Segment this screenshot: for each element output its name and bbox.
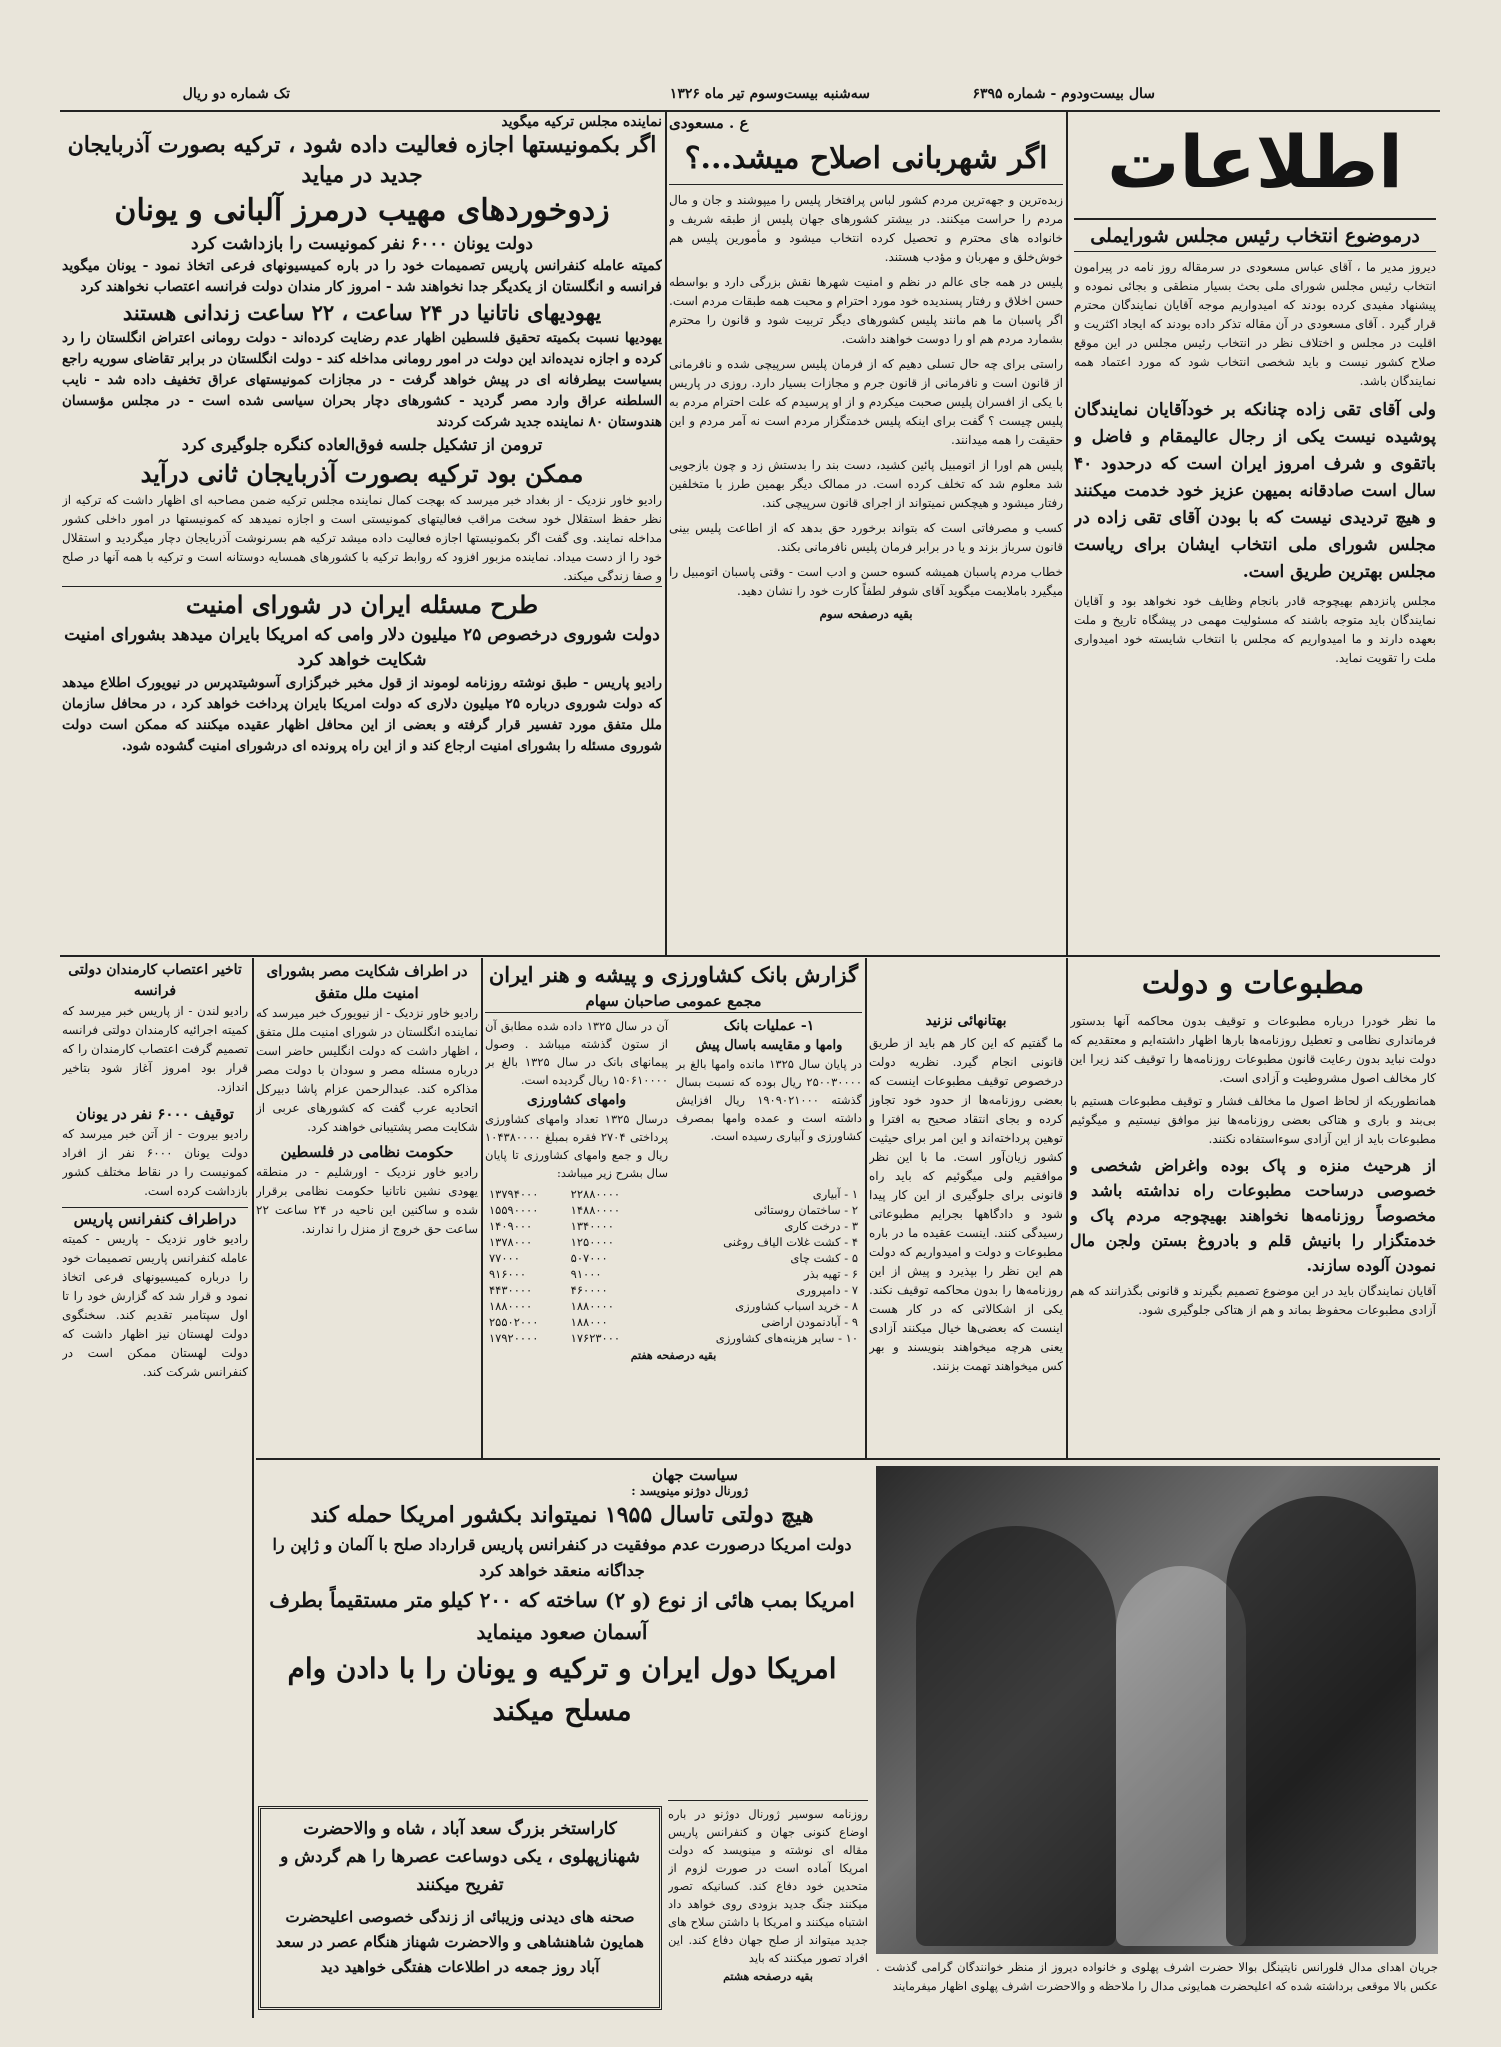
bank-section-1-subtitle: وامها و مقایسه باسال پیش: [695, 1038, 843, 1053]
world-subhead-2: امریکا بمب هائی از نوع (و ۲) ساخته که ۲۰۰ کیلو متر مستقیماً بطرف آسمان صعود مینماید: [269, 1588, 855, 1644]
column-rule: [1066, 958, 1068, 1458]
column-rule: [1066, 112, 1068, 955]
police-article: [669, 114, 1063, 950]
bank-loan-value-a: ۴۶۰۰۰۰: [570, 1283, 608, 1297]
world-headline-2: امریکا دول ایران و ترکیه و یونان را با دادن وام مسلح میکند: [287, 1652, 837, 1727]
bank-loan-value-a: ۱۷۶۲۳۰۰۰: [570, 1331, 621, 1345]
france-strike-body: رادیو لندن - از پاریس خبر میرسد که کمیته اجرائیه کارمندان دولتی فرانسه تصمیم گرفت اعتصاب کارمندان را که قرار بود امروز آغاز شود بتاخیر اندازد.: [62, 1004, 248, 1094]
paris-conference-headline: دراطراف کنفرانس پاریس: [62, 1207, 248, 1230]
weekly-ad-headline: کاراستخر بزرگ سعد آباد ، شاه و والاحضرت شهنازپهلوی ، یکی دوساعت عصرها را هم گردش و تفریح میکنند: [280, 1819, 640, 1895]
police-body-1: زبده‌ترین و جهه‌ترین مردم کشور لباس پرافتخار پلیس را میپوشند و جان و مال مردم را حراست میکنند. در بیشتر کشورهای جهان پلیس از طبقه شریف و خانواده های محترم و تحصیل کرده انتخاب میشود و مأمورین پلیس هم خوش‌خلق و مهربان و مؤدب هستند.: [669, 193, 1063, 264]
bank-loan-label: ۶ - تهیه بذر: [804, 1267, 858, 1281]
press-continued-body: ما گفتیم که این کار هم باید از طریق قانونی انجام گیرد. نظریه دولت درخصوص توقیف مطبوعات اینست که بعضی روزنامه‌ها از حدود خود تجاوز کرده و بجای انتقاد صحیح به افترا و توهین پرداخته‌اند و این امر برای حیثیت کشور زیان‌آور است. ما با این نظر موافقیم ولی میگوئیم که باید راه قانونی برای جلوگیری از این کار پیدا شود و دادگاهها بجرایم مطبوعاتی رسیدگی کنند. اینست عقیده ما در باره مطبوعات و دولت و امیدواریم که دولت هم این نظر را بپذیرد و پیش از این روزنامه‌ها را بدون محاکمه توقیف نکند. یکی از اشکالاتی که در کار هست اینست که بعضی‌ها خیال میکنند آزادی یعنی هرچه میخواهند بنویسند و بهر کس میخواهند تهمت بزنند.: [869, 1036, 1063, 1373]
press-body-1: ما نظر خودرا درباره مطبوعات و توقیف بدون محاکمه آنها بدستور فرمانداری نظامی و تعطیل روزنامه‌ها بارها اظهار داشته‌ایم و معتقدیم که دولت نباید بدون رعایت قانون مطبوعات روزنامه‌ها را توقیف کند زیرا این کار مخالف اصول مشروطیت و آزادی است.: [1070, 1014, 1436, 1085]
column-rule: [481, 958, 483, 1458]
bank-loan-row: [485, 1202, 862, 1218]
editorial-body: دیروز مدیر ما ، آقای عباس مسعودی در سرمقاله روز نامه در پیرامون انتخاب رئیس مجلس شورای ملی بحث بسیار منطقی و بجائی نموده و پیشنهاد مفیدی کرده بودند که امیدواریم موجه آقایان نمایندگان محترم قرار گیرد . آقای مسعودی در آن مقاله تذکر داده بودند که ایجاد اکثریت و اقلیت در مجلس و اختلاف نظر در انتخاب رئیس مجلس در این موقع صلاح کشور نیست و باید شخصی انتخاب شود که مورد اعتماد همه نمایندگان باشد.: [1074, 260, 1436, 388]
ceremony-photo: [876, 1466, 1438, 1954]
bank-section-2-title: وامهای کشاورزی: [526, 1092, 627, 1108]
truman-subhead: ترومن از تشکیل جلسه فوق‌العاده کنگره جلوگیری کرد: [181, 435, 543, 454]
world-politics-label: سیاست جهان: [652, 1466, 738, 1484]
natanya-headline: یهودیهای ناتانیا در ۲۴ ساعت ، ۲۲ ساعت زندانی هستند: [122, 300, 602, 325]
police-body-3: راستی برای چه حال تسلی دهیم که از فرمان پلیس سرپیچی شده و نافرمانی از قانون است و نافرمانی از قانون جرم و مجازات بسیار دارد. روزی در پاریس با یکی از افسران پلیس صحبت میکردم و از او پرسیدم که علت احترام مردم به پلیس چیست ؟ گفت برای اینکه پلیس خدمتگزار مردم است نه آمر مردم و این حقیقت را همه میدانند.: [669, 357, 1063, 447]
paris-conference-brief: کمیته عامله کنفرانس پاریس تصمیمات خود را در باره کمیسیونهای فرعی اتخاذ نمود - یونان میگوید فرانسه و انگلستان از یکدیگر جدا نخواهند شد - امروز کار مندان دولت فرانسه اعتصاب نخواهند کرد: [62, 258, 662, 295]
bank-loan-label: ۱۰ - سایر هزینه‌های کشاورزی: [715, 1331, 858, 1345]
bank-loan-label: ۹ - آبادنمودن اراضی: [761, 1315, 858, 1329]
greece-arrests-body: رادیو بیروت - از آتن خبر میرسد که دولت یونان ۶۰۰۰ نفر از افراد کمونیست را در نقاط مختلف کشور بازداشت کرده است.: [62, 1127, 248, 1198]
photo-figure-right: [1226, 1496, 1416, 1946]
bank-loan-value-b: ۱۷۹۲۰۰۰۰: [489, 1331, 539, 1345]
press-bold: از هرحیث منزه و پاک بوده واغراض شخصی و خصوصی درساحت مطبوعات راه نداشته باشد و مخصوصاً روزنامه‌ها نخواهند بهیچوجه مردم پاک و خدمتگزار را بانیش قلم و بادروغ بستن ولجن مال نمودن آلوده سازند.: [1070, 1156, 1436, 1275]
section-rule: [60, 955, 1440, 957]
bank-loan-value-a: ۵۰۷۰۰۰: [570, 1251, 608, 1265]
bank-loan-value-b: ۷۷۰۰۰: [489, 1251, 520, 1265]
bank-loan-value-a: ۹۱۰۰۰: [570, 1267, 602, 1281]
bank-report: [485, 960, 862, 1454]
press-body-2: همانطوریکه از لحاظ اصول ما مخالف فشار و توقیف مطبوعات هستیم با بی‌بند و باری و هتاکی بعضی روزنامه‌ها نیز موافق نیستیم و میگوئیم مطبوعات باید از این آزادی سوءاستفاده نکنند.: [1070, 1094, 1436, 1146]
bank-section-1-title: ۱- عملیات بانک: [723, 1018, 815, 1034]
bank-loan-value-b: ۱۵۵۹۰۰۰۰: [489, 1203, 539, 1217]
bank-loan-value-a: ۱۳۴۰۰۰۰: [570, 1219, 614, 1233]
world-politics: [256, 1466, 868, 1796]
news-column: [62, 114, 662, 950]
bank-loan-row: [485, 1218, 862, 1234]
issue-date: سه‌شنبه بیست‌وسوم تیر ماه ۱۳۲۶: [669, 86, 870, 102]
police-byline: ع . مسعودی: [669, 114, 749, 132]
world-subhead-1: دولت امریکا درصورت عدم موفقیت در کنفرانس پاریس قرارداد صلح با آلمان و ژاپن را جداگانه منعقد خواهد کرد: [272, 1535, 852, 1580]
bank-loan-value-b: ۲۵۵۰۲۰۰۰: [489, 1315, 539, 1329]
egypt-body: رادیو خاور نزدیک - از نیویورک خبر میرسد که نماینده انگلستان در شورای امنیت ملل متفق ، اظهار داشت که دولت انگلیس حاضر است درباره مسئله مصر و سودان با دولت مصر مذاکره کند. عبدالرحمن عزام پاشا دبیرکل اتحادیه عرب گفت که کشورهای عربی از شکایت مصر پشتیبانی خواهند کرد.: [256, 1006, 478, 1134]
bank-loan-value-a: ۱۴۸۸۰۰۰۰: [570, 1203, 621, 1217]
bank-section-1-body: در پایان سال ۱۳۲۵ مانده وامها بالغ بر ۲۵۰۰۳۰۰۰۰ ریال بوده که نسبت بسال گذشته ۱۹۰۹۰۲۱۰۰۰ ریال افزایش داشته است و عمده وامها بمصرف کشاورزی و آبیاری رسیده است.: [676, 1057, 862, 1143]
editorial-article: [1074, 258, 1436, 948]
bank-loan-label: ۱ - آبیاری: [812, 1187, 858, 1201]
editorial-kicker: [1074, 218, 1436, 252]
column-rule: [865, 958, 867, 1458]
bank-loan-row: [485, 1282, 862, 1298]
bank-loan-value-a: ۲۲۸۸۰۰۰۰: [570, 1187, 621, 1201]
bank-loan-row: [485, 1330, 862, 1346]
press-headline: مطبوعات و دولت: [1141, 966, 1365, 1001]
weekly-ad-box: [258, 1806, 662, 2010]
turkey-headline: اگر بکمونیستها اجازه فعالیت داده شود ، ترکیه بصورت آذربایجان جدید در میاید: [67, 132, 657, 188]
issue-number: سال بیست‌ودوم - شماره ۶۳۹۵: [972, 86, 1155, 102]
section-rule: [256, 1458, 1440, 1460]
greece-arrest-subhead: دولت یونان ۶۰۰۰ نفر کمونیست را بازداشت کرد: [191, 234, 533, 254]
greece-arrests-headline: توقیف ۶۰۰۰ نفر در یونان: [76, 1105, 234, 1123]
bank-loan-row: [485, 1234, 862, 1250]
bank-loan-value-b: ۹۱۶۰۰۰: [489, 1267, 527, 1281]
police-body-4: پلیس هم اورا از اتومبیل پائین کشید، دست بند را بدستش زد و چون بازجویی شد معلوم شد که تخلف کرده است. در ممالک دیگر بهمین طرز با متخلفین رفتار میشود و هیچکس نمیتواند از اجرای قانون سرپیچی کند.: [669, 458, 1063, 510]
police-continued: بقیه درصفحه سوم: [819, 607, 913, 621]
news-briefs-column-b: [62, 960, 248, 2020]
bank-loan-label: ۴ - کشت غلات الیاف روغنی: [723, 1235, 858, 1249]
bank-subhead: مجمع عمومی صاحبان سهام: [485, 990, 862, 1013]
palestine-body: رادیو خاور نزدیک - اورشلیم - در منطقه یهودی نشین ناتانیا حکومت نظامی برقرار شده و ساکنین این ناحیه در ۲۴ ساعت ۲۲ ساعت حق خروج از منزل را ندارند.: [256, 1165, 478, 1236]
bank-continued: بقیه درصفحه هفتم: [630, 1349, 717, 1362]
bank-loan-row: [485, 1250, 862, 1266]
masthead: [1070, 112, 1440, 212]
france-strike-headline: تاخیر اعتصاب کارمندان دولتی فرانسه: [68, 962, 242, 999]
weekly-ad-body: صحنه های دیدنی وزیبائی از زندگی خصوصی اعلیحضرت همایون شاهنشاهی و والاحضرت شهناز هنگام عصر در سعد آباد روز جمعه در اطلاعات هفتگی خواهید دید: [276, 1908, 644, 1976]
world-headline-1: هیچ دولتی تاسال ۱۹۵۵ نمیتواند بکشور امریکا حمله کند: [310, 1502, 814, 1528]
turkey-kicker: نماینده مجلس ترکیه میگوید: [501, 114, 662, 130]
police-headline: اگر شهربانی اصلاح میشد...؟: [669, 138, 1063, 185]
bank-loan-value-b: ۱۴۰۹۰۰۰: [489, 1219, 533, 1233]
palestine-headline: حکومت نظامی در فلسطین: [280, 1143, 454, 1161]
bank-loan-label: ۲ - ساختمان روستائی: [754, 1203, 858, 1217]
bank-loan-row: [485, 1266, 862, 1282]
bank-loan-label: ۷ - دامپروری: [796, 1283, 858, 1297]
bank-loan-value-b: ۴۴۳۰۰۰۰: [489, 1283, 533, 1297]
police-body-2: پلیس در همه جای عالم در نظم و امنیت شهرها نقش بزرگی دارد و بواسطه حسن اخلاق و رفتار پسندیده خود مورد احترام و محبت همه طبقات مردم است. اگر پاسبان ما هم مانند پلیس کشورهای دیگر تربیت شود و قانون را محترم بشمارد مردم هم او را دوست خواهند داشت.: [669, 275, 1063, 346]
turkey-body: رادیو خاور نزدیک - از بغداد خبر میرسد که بهجت کمال نماینده مجلس ترکیه ضمن مصاحبه ای اظهار داشت که ترکیه از نظر حفظ استقلال خود سخت مراقب فعالیتهای کمونیستی است و اجازه نمیدهد که کمونیستها در امور داخلی کشور مداخله نمایند. وی گفت اگر بکمونیستها اجازه فعالیت داده میشد ترکیه هم بسرنوشت آذربایجان دچار میگردید و استقلال خود را از دست میداد. نماینده مزبور افزود که روابط ترکیه با کشورهای همسایه دوستانه است و ترکیه با همه آنها در صلح و صفا زندگی میکند.: [62, 493, 662, 583]
bank-loan-row: [485, 1186, 862, 1202]
bank-loan-row: [485, 1298, 862, 1314]
bank-loan-value-b: ۱۳۷۸۰۰۰: [489, 1235, 533, 1249]
newspaper-logo: اطلاعات: [1107, 120, 1403, 204]
press-article: [1070, 960, 1436, 1454]
bank-loan-value-b: ۱۸۸۰۰۰۰: [489, 1299, 533, 1313]
photo-caption: جریان اهدای مدال فلورانس نایتینگل بوالا حضرت اشرف پهلوی و خانواده دیروز از منظر خوانندگان گرامی گذشت . عکس بالا موقعی برداشته شده که اعلیحضرت همایونی مدال را ملاحظه و والاحضرت اشرف پهلوی اظهار میفرمایند: [876, 1960, 1438, 1993]
paris-conference-body: رادیو خاور نزدیک - پاریس - کمیته عامله کنفرانس پاریس تصمیمات خود را درباره کمیسیونهای فرعی اتخاذ نمود و قرار شد که گزارش خود را تا اول سپتامبر تقدیم کند. سخنگوی دولت لهستان نیز اظهار داشت که دولت لهستان ممکن است در کنفرانس شرکت کند.: [62, 1232, 248, 1379]
bank-loans-table: [485, 1186, 862, 1346]
geneva-journal-body: روزنامه سوسیر ژورنال دوژنو در باره اوضاع کنونی جهان و کنفرانس پاریس مقاله ای نوشته و مینویسد که دولت امریکا آماده است در صورت لزوم از متحدین خود دفاع کند. کسانیکه تصور میکنند جنگ جدید بزودی روی خواهد داد اشتباه میکنند و امریکا با داشتن سلاح های جدید میتواند از صلح جهان دفاع کند. این افراد تصور میکنند که باید: [668, 1807, 868, 1965]
turkey-azerbaijan-headline: ممکن بود ترکیه بصورت آذربایجان ثانی درآید: [140, 459, 584, 488]
editorial-tail: مجلس پانزدهم بهیچوجه قادر بانجام وظایف خود نخواهد بود و آقایان نمایندگان باید متوجه باشند که مسئولیت مهمی در پیشگاه تاریخ و ملت بعهده دارند و ما امیدواریم که مجلس با انتخاب شایسته خود امیدواری ملت را تقویت نماید.: [1074, 594, 1436, 665]
photo-figure-left: [916, 1526, 1116, 1946]
bank-loan-value-a: ۱۸۸۰۰۰: [570, 1315, 608, 1329]
press-tail: آقایان نمایندگان باید در این موضوع تصمیم بگیرند و قانونی بگذرانند که هم آزادی مطبوعات محفوظ بماند و هم از هتاکی جلوگیری شود.: [1070, 1284, 1436, 1317]
egypt-headline: در اطراف شکایت مصر بشورای امنیت ملل متفق: [266, 962, 468, 1002]
bank-loan-label: ۸ - خرید اسباب کشاورزی: [735, 1299, 858, 1313]
column-rule: [665, 112, 667, 955]
editorial-bold-body: ولی آقای تقی زاده چنانکه بر خودآقایان نمایندگان پوشیده نیست یکی از رجال عالیمقام و فاضل و باتقوی و شرف امروز ایران است که درحدود ۴۰ سال است صادقانه بمیهن عزیز خود خدمت میکنند و هیچ تردیدی نیست که با بودن آقای تقی زاده در مجلس شورای ملی انتخاب ایشان برای ریاست مجلس بهترین طریق است.: [1074, 400, 1436, 582]
bank-loan-value-a: ۱۸۸۰۰۰۰: [570, 1299, 614, 1313]
bank-loan-label: ۳ - درخت کاری: [784, 1219, 858, 1233]
editorial-kicker-text: درموضوع انتخاب رئیس مجلس شورایملی: [1090, 225, 1420, 247]
world-politics-source: ژورنال دوژنو مینویسد :: [631, 1484, 748, 1498]
bank-headline: گزارش بانک کشاورزی و پیشه و هنر ایران: [488, 962, 859, 987]
soviet-loan-subhead: دولت شوروی درخصوص ۲۵ میلیون دلار وامی که امریکا بایران میدهد بشورای امنیت شکایت خواهد کرد: [64, 625, 660, 670]
column-rule: [252, 1458, 254, 2018]
bank-section-2-body: درسال ۱۳۲۵ تعداد وامهای کشاورزی پرداختی ۲۷۰۴ فقره بمبلغ ۱۰۴۳۸۰۰۰۰ ریال و جمع وامهای کشاورزی تا پایان سال بشرح زیر میباشد:: [485, 1112, 669, 1180]
bank-intro: آن در سال ۱۳۲۵ داده شده مطابق آن از ستون گذشته میباشد . وصول پیمانهای بانک در سال ۱۳۲۵ بالغ بر ۱۵۰۶۱۰۰۰۰ ریال گردیده است.: [485, 1019, 669, 1087]
bank-loan-row: [485, 1314, 862, 1330]
press-continued-article: [869, 1010, 1063, 1454]
press-continued-kicker: بهتانهائی نزنید: [925, 1013, 1007, 1029]
geneva-journal-column: [668, 1800, 868, 2016]
news-photo-block: [876, 1466, 1438, 2018]
iran-security-council-headline: طرح مسئله ایران در شورای امنیت: [62, 586, 662, 623]
bank-loan-label: ۵ - کشت چای: [790, 1251, 858, 1265]
police-tail: خطاب مردم پاسبان همیشه کسوه حسن و ادب است - وقتی پاسبان اتومبیل را میگیرد باملایمت میگوید آقای شوفر لطفاً کارت خود را نشان دهید.: [669, 565, 1063, 598]
header-strip: [60, 76, 1440, 112]
column-rule: [252, 958, 254, 1458]
police-body-5: کسب و مصرفاتی است که بتواند برخورد حق بدهد که از اطاعت پلیس بینی قانون سرباز بزند و یا در برابر فرمان پلیس نافرمانی بکند.: [669, 521, 1063, 554]
bank-loan-value-a: ۱۲۵۰۰۰۰: [570, 1235, 614, 1249]
bank-loan-value-b: ۱۳۷۹۴۰۰۰: [489, 1187, 539, 1201]
albania-greece-headline: زدوخوردهای مهیب درمرز آلبانی و یونان: [114, 193, 610, 228]
soviet-loan-body: رادیو پاریس - طبق نوشته روزنامه لوموند از قول مخبر خبرگزاری آسوشیتدپرس در نیویورک اطلاع میدهد که دولت شوروی درباره ۲۵ میلیون دلاری که دولت امریکا بایران پرداخت خواهد کرد ، در محافل سازمان ملل متفق مورد تفسیر قرار گرفته و بعضی از این محافل اظهار عقیده میکنند که ممکن است دولت شوروی مسئله را بشورای امنیت ارجاع کند و از این راه پرونده ای درشورای امنیت گشوده شود.: [62, 675, 662, 754]
news-brief: یهودیها نسبت بکمیته تحقیق فلسطین اظهار عدم رضایت کرده‌اند - دولت رومانی اعتراض انگلستان را رد کرده و اجازه ندیده‌اند این دولت در امور رومانی مداخله کند - دولت انگلستان در برابر تقاضای سوریه راجع بسیاست بیطرفانه ای در پیش خواهد گرفت - در مجازات کمونیستهای عراق تخفیف داده شد - نایب السلطنه عراق وارد مصر گردید - کشورهای دچار بحران سیاسی شده است - در مجلس مؤسسان هندوستان ۸۰ نماینده جدید شرکت کردند: [62, 330, 662, 430]
issue-price: تک شماره دو ریال: [182, 86, 290, 102]
geneva-journal-continued: بقیه درصفحه هشتم: [723, 1970, 813, 1983]
news-briefs-column-a: [256, 960, 478, 1454]
